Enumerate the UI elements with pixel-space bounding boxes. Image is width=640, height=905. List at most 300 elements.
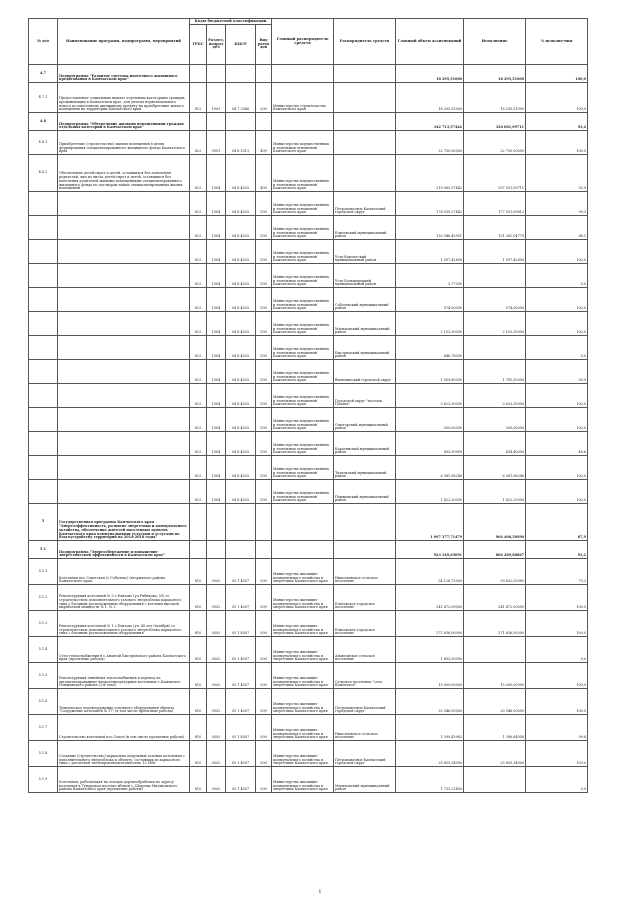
row-main-distributor xyxy=(272,504,334,541)
row-percent: 100,0 xyxy=(526,480,588,504)
row-execution: 860 289,88867 xyxy=(464,541,526,559)
row-volume: 241 472,00000 xyxy=(396,585,464,611)
row-razdel xyxy=(207,541,226,559)
row-razdel: 1004 xyxy=(207,192,226,216)
row-name: Создание (строительство) каркасных модульных газовых котельных с дополнительного энергоблока к объекту, состоящих из каркасного типа с расчетной теплопроизводительностью 15 МВт xyxy=(58,741,190,767)
header-razdel: Раздел, подраздел xyxy=(207,25,226,65)
row-ksr: 05 1 4007 xyxy=(226,559,256,585)
row-distributor: Петропавловск-Камчатский городской округ xyxy=(334,192,396,216)
row-distributor: Усть-Большерецкий муниципальный район xyxy=(334,264,396,288)
row-grbs: 810 xyxy=(190,715,207,741)
row-main-distributor: Министерство имущественных и земельных отношений Камчатского края xyxy=(272,312,334,336)
table-row xyxy=(29,432,588,456)
row-percent: 100,0 xyxy=(526,131,588,155)
row-execution: 15 000,00000 xyxy=(464,663,526,689)
row-percent: 0,0 xyxy=(526,264,588,288)
row-vid: 500 xyxy=(256,384,272,408)
row-distributor: Николаевское сельское поселение xyxy=(334,715,396,741)
row-number: 5.1.2 xyxy=(29,585,58,611)
row-distributor: Олюторский муниципальный район xyxy=(334,408,396,432)
row-execution: 6 381,96246 xyxy=(464,456,526,480)
row-volume: 6 381,96246 xyxy=(396,456,464,480)
row-main-distributor: Министерство имущественных и земельных отношений Камчатского края xyxy=(272,336,334,360)
row-distributor xyxy=(334,65,396,83)
row-name: Реконструкция линейных теплоснабжения в перевод на автоматизированные низкотемпературные котельные с.Каменское Пенжинского района (2-й этап) xyxy=(58,663,190,689)
row-percent: 0,0 xyxy=(526,336,588,360)
row-number xyxy=(29,456,58,480)
row-execution: 3 623,30000 xyxy=(464,384,526,408)
row-volume: 1 399,43983 xyxy=(396,715,464,741)
row-ksr: 04 8 4025 xyxy=(226,336,256,360)
row-percent: 100,0 xyxy=(526,741,588,767)
row-volume: 319 963,57442 xyxy=(396,155,464,192)
table-row xyxy=(29,192,588,216)
row-distributor: Городской округ "поселок Палана" xyxy=(334,384,396,408)
row-percent: 100,0 xyxy=(526,456,588,480)
row-main-distributor: Министерство жилищно-коммунального хозяйства и энергетики Камчатского края xyxy=(272,715,334,741)
row-razdel: 1004 xyxy=(207,264,226,288)
row-ksr: 05 1 4007 xyxy=(226,637,256,663)
row-main-distributor: Министерство жилищно-коммунального хозяйства и энергетики Камчатского края xyxy=(272,585,334,611)
row-main-distributor: Министерство жилищно-коммунального хозяйства и энергетики Камчатского края xyxy=(272,559,334,585)
row-main-distributor: Министерство имущественных и земельных отношений Камчатского края xyxy=(272,384,334,408)
row-volume: 25 855,34000 xyxy=(396,741,464,767)
row-volume: 1 893,50000 xyxy=(396,637,464,663)
row-execution: 271 636,00000 xyxy=(464,611,526,637)
row-number: 5.1.9 xyxy=(29,767,58,793)
row-ksr: 05 1 4007 xyxy=(226,663,256,689)
row-name: Реконструкция котельной № 2 г.Елизово (ул.Рябикова, 59) со строительством дополнительного газового энергоблока каркасного типа с блочным расположением оборудования с котлами высокой выработкой мощности № 1, № 2 xyxy=(58,585,190,611)
row-volume: 18 295,51000 xyxy=(396,65,464,83)
row-main-distributor: Министерство имущественных и земельных отношений Камчатского края xyxy=(272,288,334,312)
row-percent: 100,0 xyxy=(526,65,588,83)
row-ksr: 04 8 4025 xyxy=(226,216,256,240)
header-ksr: КЦСР xyxy=(226,25,256,65)
table-row xyxy=(29,240,588,264)
row-number xyxy=(29,216,58,240)
row-grbs: 822 xyxy=(190,155,207,192)
row-razdel: 0502 xyxy=(207,637,226,663)
row-grbs: 810 xyxy=(190,637,207,663)
row-execution: 320 081,09711 xyxy=(464,113,526,131)
table-row xyxy=(29,480,588,504)
row-ksr: 04 8 4025 xyxy=(226,264,256,288)
row-distributor xyxy=(334,155,396,192)
row-ksr: 04 8 4025 xyxy=(226,432,256,456)
row-ksr: 04 8 4025 xyxy=(226,384,256,408)
row-vid: 500 xyxy=(256,192,272,216)
row-vid: 500 xyxy=(256,432,272,456)
row-main-distributor: Министерство имущественных и земельных отношений Камчатского края xyxy=(272,360,334,384)
row-execution: 241 472,00000 xyxy=(464,585,526,611)
header-distributor: Распорядитель средств xyxy=(334,19,396,65)
row-razdel: 1004 xyxy=(207,312,226,336)
row-name: Государственная программа Камчатского края "Энергоэффективность, развитие энергетики и коммунального хозяйства, обеспечение жителей населенных пунктов Камчатского края коммунальными услугами и услугами по благоустройству территорий на 2014-2018 годы" xyxy=(58,504,190,541)
table-row xyxy=(29,83,588,113)
row-razdel: 1004 xyxy=(207,432,226,456)
row-volume: 923 349,65691 xyxy=(396,541,464,559)
row-ksr: 05 1 4007 xyxy=(226,689,256,715)
row-ksr xyxy=(226,504,256,541)
row-name xyxy=(58,336,190,360)
table-row xyxy=(29,312,588,336)
row-name: Подпрограмма "Развитие системы ипотечного жилищного кредитования в Камчатском крае" xyxy=(58,65,190,83)
row-main-distributor xyxy=(272,65,334,83)
row-ksr: 04 8 4025 xyxy=(226,408,256,432)
row-vid: 400 xyxy=(256,155,272,192)
row-volume: 20 346,00000 xyxy=(396,689,464,715)
row-volume: 1 597,42800 xyxy=(396,240,464,264)
row-vid xyxy=(256,504,272,541)
row-percent: 99,3 xyxy=(526,192,588,216)
row-number xyxy=(29,240,58,264)
row-main-distributor xyxy=(272,541,334,559)
row-percent: 93,2 xyxy=(526,541,588,559)
row-number: 4.7.1 xyxy=(29,83,58,113)
row-vid xyxy=(256,113,272,131)
table-row xyxy=(29,504,588,541)
table-row xyxy=(29,336,588,360)
row-grbs xyxy=(190,504,207,541)
row-vid: 500 xyxy=(256,264,272,288)
row-distributor: Елизовское городское поселение xyxy=(334,611,396,637)
row-main-distributor: Министерство имущественных и земельных отношений Камчатского края xyxy=(272,131,334,155)
row-execution: 434,40000 xyxy=(464,432,526,456)
row-grbs: 810 xyxy=(190,559,207,585)
row-vid: 300 xyxy=(256,83,272,113)
row-number: 4.8 xyxy=(29,113,58,131)
row-volume: 178 539,27442 xyxy=(396,192,464,216)
row-main-distributor: Министерство имущественных и земельных отношений Камчатского края xyxy=(272,192,334,216)
row-grbs: 822 xyxy=(190,288,207,312)
row-grbs: 822 xyxy=(190,456,207,480)
row-grbs: 810 xyxy=(190,611,207,637)
row-grbs: 822 xyxy=(190,216,207,240)
row-main-distributor: Министерство жилищно-коммунального хозяйства и энергетики Камчатского края xyxy=(272,611,334,637)
row-vid: 500 xyxy=(256,312,272,336)
row-vid: 400 xyxy=(256,131,272,155)
table-row xyxy=(29,611,588,637)
row-name: Техническое перевооружение основного оборудования объекта "Сооружение котельной № 17" (в том числе проектные работы) xyxy=(58,689,190,715)
row-ksr: 04 8 4025 xyxy=(226,360,256,384)
row-grbs: 822 xyxy=(190,408,207,432)
table-row xyxy=(29,408,588,432)
row-volume: 1 422,20000 xyxy=(396,480,464,504)
row-execution xyxy=(464,767,526,793)
budget-table xyxy=(28,18,588,793)
table-body xyxy=(29,65,588,793)
row-ksr: 04 8 4025 xyxy=(226,456,256,480)
header-execution: Исполнение xyxy=(464,19,526,65)
row-distributor: Пенжинский муниципальный район xyxy=(334,480,396,504)
header-percent: % исполне-ния xyxy=(526,19,588,65)
row-number xyxy=(29,480,58,504)
row-volume: 3,77000 xyxy=(396,264,464,288)
table-row xyxy=(29,559,588,585)
row-ksr: 04 8 4025 xyxy=(226,192,256,216)
row-percent: 93,4 xyxy=(526,113,588,131)
row-vid: 500 xyxy=(256,689,272,715)
row-distributor: Елизовское городское поселение xyxy=(334,585,396,611)
row-grbs: 822 xyxy=(190,384,207,408)
row-volume: 342 713,57442 xyxy=(396,113,464,131)
table-row xyxy=(29,65,588,83)
row-distributor: Мильковский муниципальный район xyxy=(334,312,396,336)
row-volume: 1 959,80000 xyxy=(396,360,464,384)
row-distributor: Соболевский муниципальный район xyxy=(334,288,396,312)
row-vid: 500 xyxy=(256,715,272,741)
row-percent: 99,8 xyxy=(526,715,588,741)
header-main-distributor: Главный распорядитель средств xyxy=(272,19,334,65)
row-volume: 54 126,72000 xyxy=(396,559,464,585)
row-percent: 100,0 xyxy=(526,663,588,689)
row-distributor: Быстринский муниципальный район xyxy=(334,336,396,360)
row-main-distributor: Министерство жилищно-коммунального хозяйства и энергетики Камчатского края xyxy=(272,689,334,715)
row-main-distributor: Министерство жилищно-коммунального хозяйства и энергетики Камчатского края xyxy=(272,663,334,689)
row-vid: 500 xyxy=(256,767,272,793)
row-number: 4.7 xyxy=(29,65,58,83)
row-percent: 0,0 xyxy=(526,637,588,663)
row-vid: 500 xyxy=(256,456,272,480)
row-percent: 100,0 xyxy=(526,384,588,408)
row-razdel: 1004 xyxy=(207,456,226,480)
table-row xyxy=(29,216,588,240)
header-num: № п/п xyxy=(29,19,58,65)
row-name: Приобретение (строительство) жилых помещений в целях формирования специализированного жилищного фонда Камчатского края xyxy=(58,131,190,155)
row-name xyxy=(58,432,190,456)
row-vid: 500 xyxy=(256,216,272,240)
row-ksr: 05 1 4007 xyxy=(226,715,256,741)
row-grbs: 810 xyxy=(190,663,207,689)
row-distributor xyxy=(334,131,396,155)
row-vid: 500 xyxy=(256,637,272,663)
row-vid: 500 xyxy=(256,741,272,767)
row-vid: 500 xyxy=(256,663,272,689)
row-name xyxy=(58,192,190,216)
row-percent: 87,9 xyxy=(526,504,588,541)
row-execution xyxy=(464,336,526,360)
row-number: 5.1.6 xyxy=(29,689,58,715)
row-razdel: 1003 xyxy=(207,83,226,113)
row-execution: 22 750,00000 xyxy=(464,131,526,155)
row-name xyxy=(58,384,190,408)
row-execution: 2 103,30000 xyxy=(464,312,526,336)
row-razdel: 0502 xyxy=(207,715,226,741)
table-row xyxy=(29,288,588,312)
table-row xyxy=(29,663,588,689)
row-grbs xyxy=(190,65,207,83)
row-ksr: 04 8 4025 xyxy=(226,480,256,504)
row-distributor: Николаевское сельское поселение xyxy=(334,559,396,585)
row-razdel: 0501 xyxy=(207,131,226,155)
row-grbs: 822 xyxy=(190,336,207,360)
row-main-distributor: Министерство имущественных и земельных отношений Камчатского края xyxy=(272,480,334,504)
row-razdel: 1004 xyxy=(207,360,226,384)
row-volume: 18 295,51000 xyxy=(396,83,464,113)
row-razdel: 0502 xyxy=(207,559,226,585)
header-volume: Главный объем ассигнований xyxy=(396,19,464,65)
row-volume: 271 636,00000 xyxy=(396,611,464,637)
row-distributor: Карагинский муниципальный район xyxy=(334,432,396,456)
row-execution: 25 855,34000 xyxy=(464,741,526,767)
row-grbs: 810 xyxy=(190,741,207,767)
row-volume: 846,78000 xyxy=(396,336,464,360)
row-grbs: 810 xyxy=(190,689,207,715)
row-name xyxy=(58,480,190,504)
row-ksr xyxy=(226,541,256,559)
table-row xyxy=(29,360,588,384)
row-razdel xyxy=(207,504,226,541)
row-ksr xyxy=(226,65,256,83)
row-main-distributor: Министерство имущественных и земельных отношений Камчатского края xyxy=(272,456,334,480)
row-volume: 1 097 277,71479 xyxy=(396,504,464,541)
row-number xyxy=(29,288,58,312)
row-razdel: 1004 xyxy=(207,384,226,408)
row-main-distributor: Министерство жилищно-коммунального хозяйства и энергетики Камчатского края xyxy=(272,767,334,793)
row-ksr: 04 8 4025 xyxy=(226,288,256,312)
row-number: 5.1.1 xyxy=(29,559,58,585)
row-main-distributor: Министерство имущественных и земельных отношений Камчатского края xyxy=(272,264,334,288)
row-execution: 300,00000 xyxy=(464,408,526,432)
row-grbs xyxy=(190,113,207,131)
row-distributor: Сельское поселение "село Каменское" xyxy=(334,663,396,689)
row-razdel: 0502 xyxy=(207,689,226,715)
row-number xyxy=(29,384,58,408)
table-row xyxy=(29,637,588,663)
row-name: Подпрограмма "Обеспечение жилыми помещениями граждан отдельных категорий в Камчатском крае" xyxy=(58,113,190,131)
row-percent: 100,0 xyxy=(526,312,588,336)
row-grbs: 822 xyxy=(190,264,207,288)
row-number: 5 xyxy=(29,504,58,541)
row-ksr: 05 1 4007 xyxy=(226,585,256,611)
row-percent: 92,9 xyxy=(526,155,588,192)
row-ksr: 05 1 4007 xyxy=(226,611,256,637)
row-volume: 574,00000 xyxy=(396,288,464,312)
row-execution: 964 406,56990 xyxy=(464,504,526,541)
row-ksr: 04 8 4025 xyxy=(226,312,256,336)
row-vid: 500 xyxy=(256,585,272,611)
row-vid: 500 xyxy=(256,559,272,585)
row-vid: 500 xyxy=(256,288,272,312)
row-distributor: Петропавловск-Камчатский городской округ xyxy=(334,741,396,767)
row-percent: 48,6 xyxy=(526,432,588,456)
table-row xyxy=(29,741,588,767)
row-number: 5.1.4 xyxy=(29,637,58,663)
row-execution: 1 597,42800 xyxy=(464,240,526,264)
row-vid: 500 xyxy=(256,408,272,432)
row-razdel: 1004 xyxy=(207,216,226,240)
row-percent: 100,0 xyxy=(526,83,588,113)
row-ksr: 04 8 1013 xyxy=(226,131,256,155)
row-main-distributor: Министерство имущественных и земельных отношений Камчатского края xyxy=(272,240,334,264)
row-grbs: 812 xyxy=(190,83,207,113)
row-distributor xyxy=(334,83,396,113)
row-vid: 500 xyxy=(256,480,272,504)
row-name xyxy=(58,216,190,240)
row-razdel: 1004 xyxy=(207,480,226,504)
table-row xyxy=(29,541,588,559)
table-row xyxy=(29,155,588,192)
row-distributor: Елизовский муниципальный район xyxy=(334,216,396,240)
row-volume: 300,00000 xyxy=(396,408,464,432)
row-ksr: 04 8 4025 xyxy=(226,240,256,264)
row-number xyxy=(29,192,58,216)
table-row xyxy=(29,131,588,155)
row-vid xyxy=(256,541,272,559)
row-razdel xyxy=(207,113,226,131)
row-name: Строительство котельной пос.Сокоч (в том числе проектные работы) xyxy=(58,715,190,741)
row-percent: 84,1 xyxy=(526,216,588,240)
row-razdel: 1004 xyxy=(207,336,226,360)
row-grbs: 822 xyxy=(190,432,207,456)
row-volume: 22 750,00000 xyxy=(396,131,464,155)
row-vid xyxy=(256,65,272,83)
header-codes: Коды бюджетной классификации xyxy=(190,19,272,25)
row-name xyxy=(58,240,190,264)
header-name: Наименование программ, подпрограмм, мероприятий xyxy=(58,19,190,65)
row-vid: 500 xyxy=(256,611,272,637)
row-razdel: 0502 xyxy=(207,611,226,637)
page-number: 1 xyxy=(318,889,322,895)
row-name: Предоставление социальных выплат отдельным категориям граждан, проживающим в Камчатском крае, для уплаты первоначального взноса по ипотечному жилищному кредиту на приобретение жилого помещения на территории Камчатского края xyxy=(58,83,190,113)
row-main-distributor: Министерство жилищно-коммунального хозяйства и энергетики Камчатского края xyxy=(272,741,334,767)
row-execution: 18 295,51000 xyxy=(464,65,526,83)
row-name xyxy=(58,360,190,384)
row-name xyxy=(58,264,190,288)
row-percent: 100,0 xyxy=(526,288,588,312)
row-name xyxy=(58,408,190,432)
header-vid: Вид расходов xyxy=(256,25,272,65)
row-razdel: 1004 xyxy=(207,408,226,432)
row-ksr: 05 1 4007 xyxy=(226,741,256,767)
header-grbs: ГРБС xyxy=(190,25,207,65)
row-main-distributor: Министерство имущественных и земельных отношений Камчатского края xyxy=(272,432,334,456)
row-grbs: 810 xyxy=(190,585,207,611)
row-number xyxy=(29,264,58,288)
row-grbs: 822 xyxy=(190,360,207,384)
row-number xyxy=(29,336,58,360)
row-execution: 1 396,64958 xyxy=(464,715,526,741)
row-number xyxy=(29,408,58,432)
row-number xyxy=(29,312,58,336)
row-razdel: 0502 xyxy=(207,585,226,611)
row-name xyxy=(58,456,190,480)
row-distributor: Тигильский муниципальный район xyxy=(334,456,396,480)
row-execution: 18 295,51000 xyxy=(464,83,526,113)
table-row xyxy=(29,264,588,288)
row-main-distributor: Министерство имущественных и земельных отношений Камчатского края xyxy=(272,216,334,240)
row-ksr: 04 7 2046 xyxy=(226,83,256,113)
row-distributor: Петропавловск-Камчатский городской округ xyxy=(334,689,396,715)
row-razdel: 1004 xyxy=(207,288,226,312)
row-percent: 90,9 xyxy=(526,360,588,384)
row-razdel: 0502 xyxy=(207,741,226,767)
row-vid: 500 xyxy=(256,336,272,360)
row-distributor xyxy=(334,541,396,559)
row-name: Подпрограмма "Энергосбережение и повышение энергетической эффективности в Камчатском крае" xyxy=(58,541,190,559)
row-number: 5.1.8 xyxy=(29,741,58,767)
row-razdel: 1004 xyxy=(207,240,226,264)
table-row xyxy=(29,767,588,793)
row-name: Котельная пос.Советская (с.Соболево) (вторичного района Камчатского края xyxy=(58,559,190,585)
row-distributor: Усть-Камчатский муниципальный район xyxy=(334,240,396,264)
row-grbs: 822 xyxy=(190,131,207,155)
row-execution: 39 632,03083 xyxy=(464,559,526,585)
table-row xyxy=(29,715,588,741)
row-execution: 1 781,50000 xyxy=(464,360,526,384)
row-percent: 100,0 xyxy=(526,585,588,611)
row-volume: 15 000,00000 xyxy=(396,663,464,689)
